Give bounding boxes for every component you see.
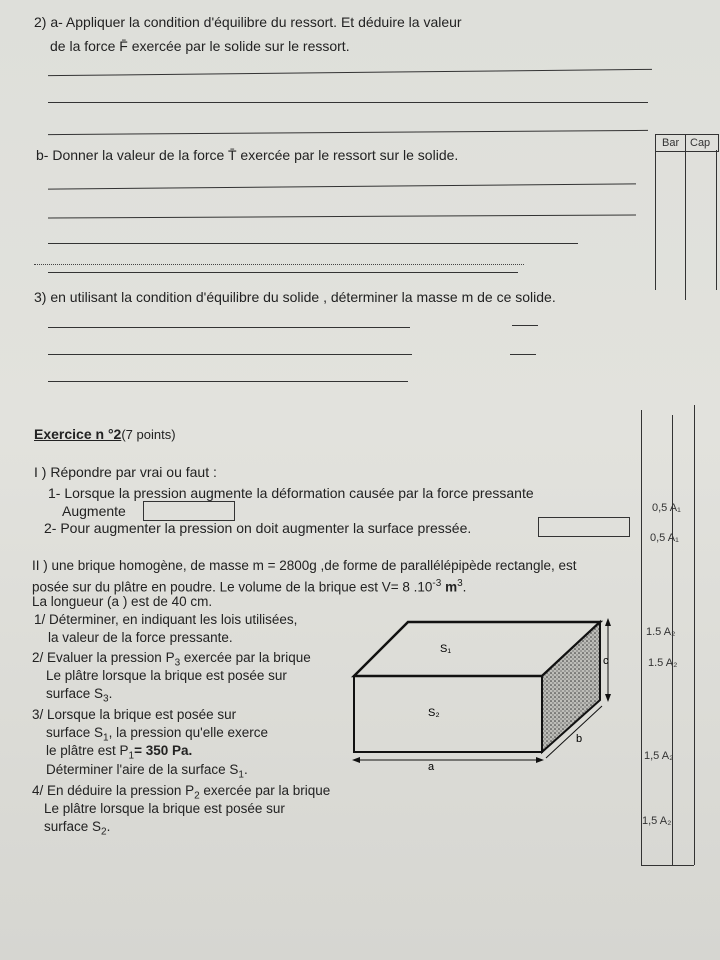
q2-surface: surface S: [46, 686, 104, 701]
part-2-intro-line1: II ) une brique homogène, de masse m = 2800g ,de forme de parallélépipède rectangle, est: [32, 558, 577, 573]
mark-code: A₂: [665, 657, 678, 669]
answer-line: [48, 381, 408, 382]
q2-line2: Le plâtre lorsque la brique est posée sur: [46, 668, 287, 683]
q3-area: Déterminer l'aire de la surface S: [46, 762, 239, 777]
mark-6: [642, 815, 671, 827]
mark-score: 1,5: [644, 750, 660, 762]
mark-score: 1,5: [642, 815, 658, 827]
grading-column-border: [685, 150, 686, 300]
arrow-head: [605, 694, 611, 702]
label-s1: S₁: [440, 643, 452, 655]
answer-line: [48, 327, 410, 328]
part-2-intro-line2: [32, 576, 466, 596]
answer-dotted-line: [34, 264, 524, 265]
answer-line: [512, 325, 538, 326]
part-1-item-1-line2: Augmente: [62, 503, 126, 519]
q4-surface: surface S: [44, 819, 102, 834]
part-1-item-2: 2- Pour augmenter la pression on doit augmenter la surface pressée.: [44, 520, 472, 536]
arrow-head: [352, 757, 360, 763]
q4-sub: 2: [194, 790, 200, 802]
q3-surface-sub: 1: [103, 732, 109, 744]
answer-line: [48, 243, 578, 244]
volume-text: posée sur du plâtre en poudre. Le volume de la brique est V= 8 .10: [32, 579, 433, 595]
label-a: a: [428, 761, 435, 773]
q3-line1: 3/ Lorsque la brique est posée sur: [32, 707, 237, 722]
mark-column-border: [672, 415, 673, 865]
brick-length: La longueur (a ) est de 40 cm.: [32, 594, 213, 609]
grading-column-border: [716, 150, 717, 290]
answer-line: [48, 102, 648, 103]
q3-area-sub: 1: [238, 769, 244, 781]
q2-surface-sub: 3: [103, 693, 109, 705]
arrow-head: [536, 757, 544, 763]
question-2a-line2: de la force F̄ exercée par le solide sur le ressort.: [50, 38, 350, 54]
volume-exponent: -3: [432, 578, 442, 589]
label-s2: S₂: [428, 707, 440, 719]
mark-1: [652, 502, 681, 514]
mark-code: A₂: [663, 626, 676, 638]
q3-line4: [46, 762, 248, 784]
mark-4: [648, 657, 677, 669]
mark-score: 1.5: [646, 626, 662, 638]
mark-code: A₁: [669, 502, 681, 514]
answer-line: [48, 130, 648, 135]
arrow-head: [605, 618, 611, 626]
volume-unit-exponent: 3: [457, 578, 463, 589]
mark-score: 0,5: [650, 532, 666, 544]
q1-line1: 1/ Déterminer, en indiquant les lois utilisées,: [34, 612, 298, 627]
question-2a-line1: 2) a- Appliquer la condition d'équilibre du ressort. Et déduire la valeur: [34, 14, 462, 30]
q4-surface-sub: 2: [101, 826, 107, 838]
q4-surface-end: .: [106, 819, 111, 834]
answer-line: [48, 69, 652, 76]
grading-col-cap-label: Cap: [690, 137, 711, 149]
brick-side-face: [542, 622, 600, 752]
mark-code: A₂: [659, 815, 672, 827]
mark-column-border: [641, 410, 642, 865]
exercise-2-points: (7 points): [121, 427, 176, 442]
q2-text-end: exercée par la brique: [180, 650, 311, 665]
mark-5: [644, 750, 673, 762]
mark-code: A₂: [661, 750, 674, 762]
q2-line3: [46, 686, 112, 708]
part-1-item-1-line1: 1- Lorsque la pression augmente la déformation causée par la force pressante: [48, 485, 534, 501]
q2-surface-end: .: [108, 686, 113, 701]
answer-line: [48, 214, 636, 218]
question-2b: b- Donner la valeur de la force T̄ exercée par le ressort sur le solide.: [36, 147, 459, 163]
mark-3: [646, 626, 675, 638]
part-1-heading: I ) Répondre par vrai ou faut :: [34, 464, 217, 480]
q4-text: 4/ En déduire la pression P: [32, 783, 195, 798]
q2-sub: 3: [174, 657, 181, 669]
q4-line3: [44, 819, 110, 841]
brick-diagram: [350, 612, 620, 777]
answer-line: [510, 354, 536, 355]
q3-area-end: .: [243, 762, 248, 777]
q3-pressure: le plâtre est P: [46, 743, 129, 758]
answer-box-1[interactable]: [143, 501, 235, 521]
answer-line: [48, 272, 518, 273]
mark-code: A₁: [667, 532, 679, 544]
answer-line: [48, 354, 412, 355]
exercise-2-heading: Exercice n °2: [34, 426, 122, 442]
volume-unit: m: [441, 579, 458, 595]
mark-column-bottom: [641, 865, 694, 866]
label-b: b: [576, 733, 583, 745]
q3-pressure-value: = 350 Pa.: [134, 743, 193, 758]
q2-text: 2/ Evaluer la pression P: [32, 650, 175, 665]
mark-score: 1.5: [648, 657, 664, 669]
volume-end: .: [462, 579, 467, 595]
label-c: c: [603, 655, 609, 667]
q4-text-end: exercée par la brique: [199, 783, 331, 798]
answer-line: [48, 183, 636, 189]
grading-column-border: [655, 150, 656, 290]
q3-pressure-sub: 1: [128, 750, 135, 762]
q3-surface-end: , la pression qu'elle exerce: [108, 725, 269, 740]
grading-col-bar-label: Bar: [662, 137, 680, 149]
brick-front-face: [354, 676, 542, 752]
question-3: 3) en utilisant la condition d'équilibre du solide , déterminer la masse m de ce solide.: [34, 289, 556, 305]
q1-line2: la valeur de la force pressante.: [48, 630, 233, 645]
answer-box-2[interactable]: [538, 517, 630, 537]
q4-line2: Le plâtre lorsque la brique est posée sur: [44, 801, 285, 816]
q3-surface: surface S: [46, 725, 104, 740]
exercise-2-title: [34, 426, 176, 443]
mark-score: 0,5: [652, 502, 668, 514]
mark-2: [650, 532, 679, 544]
mark-column-border: [694, 405, 695, 865]
